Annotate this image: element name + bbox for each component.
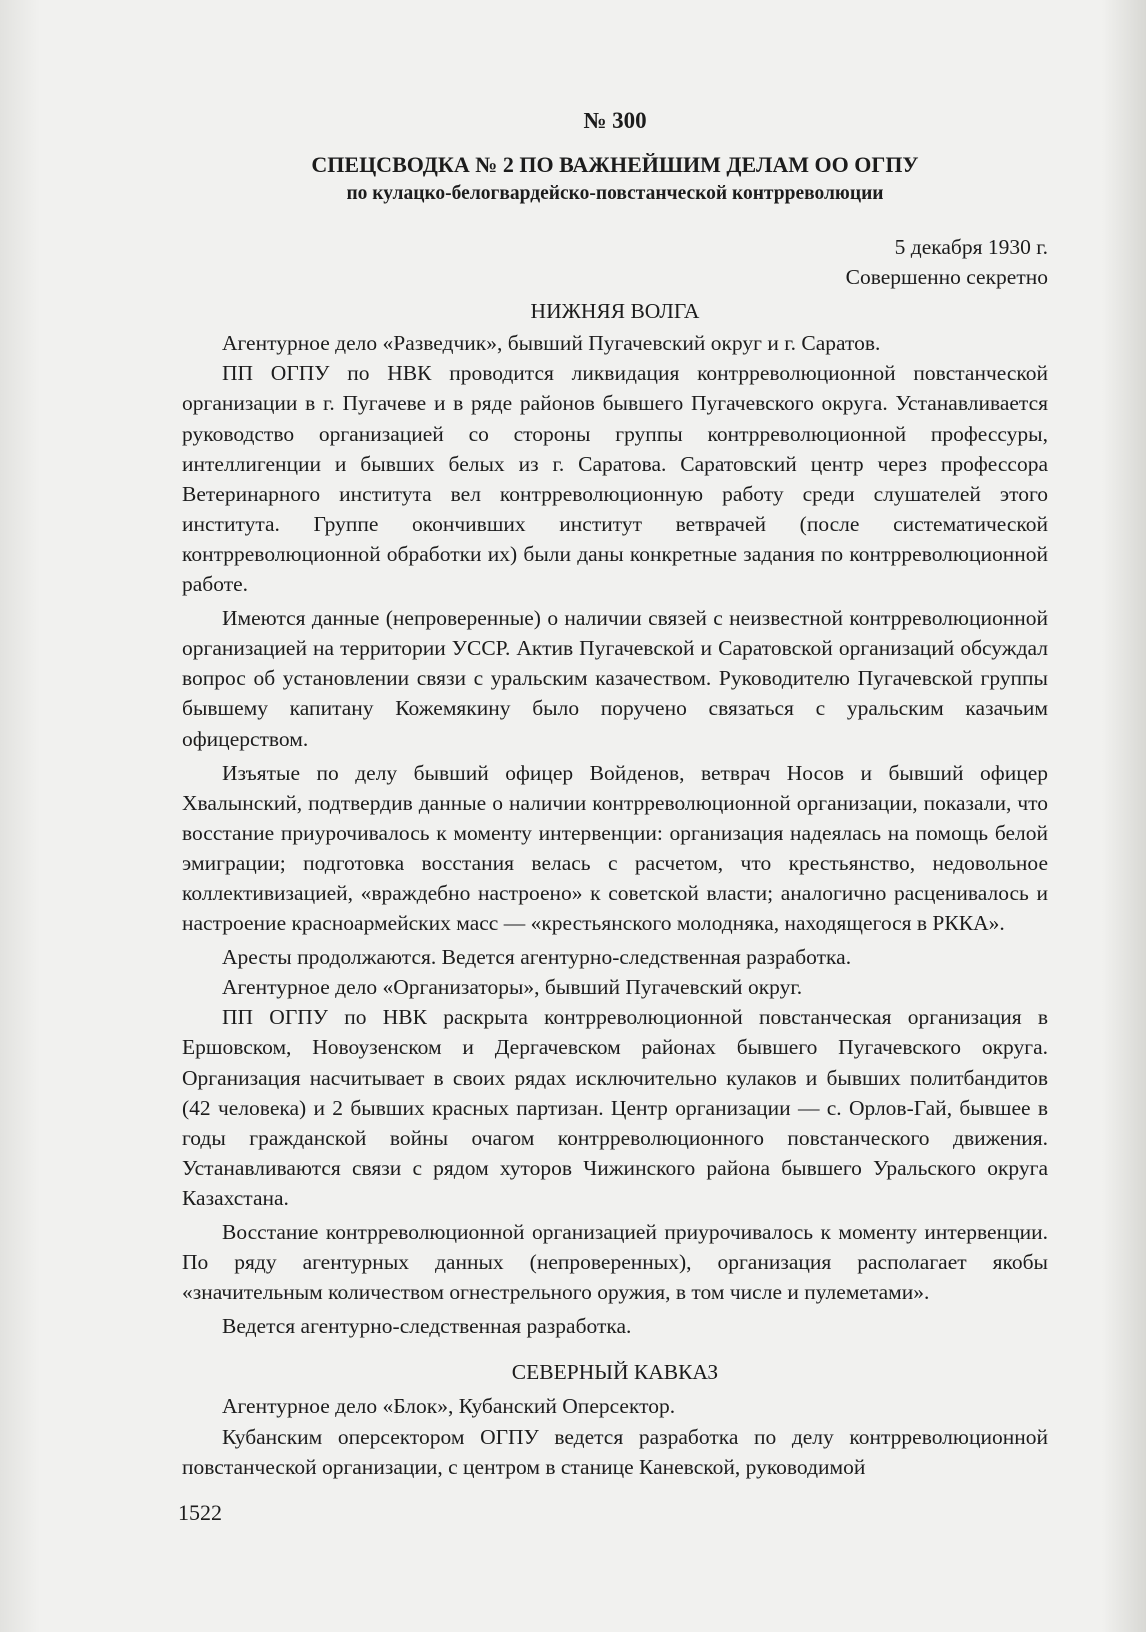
- document-subtitle: по кулацко-белогвардейско-повстанческой контрреволюции: [346, 183, 884, 204]
- paragraph: Восстание контрреволюционной организацией приурочивалось к моменту интервенции. По ряду агентурных данных (непроверенных), организация располагает якобы «значительным количеством огнестрельного оружия, в том числе и пулеметами».: [182, 1220, 1048, 1305]
- section-heading-north-caucasus: СЕВЕРНЫЙ КАВКАЗ: [511, 1360, 719, 1385]
- document-number: № 300: [583, 108, 647, 133]
- paragraph: Изъятые по делу бывший офицер Войденов, ветврач Носов и бывший офицер Хвалынский, подтвердив данные о наличии контрреволюционной организации, показали, что восстание приурочивалось к моменту интервенции: организация надеялась на помощь белой эмиграции; подготовка восстания велась с расчетом, что крестьянство, недовольное коллективизацией, «враждебно настроено» к советской власти; аналогично расценивалось и настроение красноармейских масс — «крестьянского молодняка, находящегося в РККА».: [182, 760, 1048, 936]
- paragraph: Кубанским оперсектором ОГПУ ведется разработка по делу контрреволюционной повстанческой организации, с центром в станице Каневской, руководимой: [182, 1424, 1048, 1479]
- paragraph: ПП ОГПУ по НВК раскрыта контрреволюционной повстанческая организация в Ершовском, Новоузенском и Дергачевском районах бывшего Пугачевского округа. Организация насчитывает в своих рядах исключительно кулаков и бывших политбандитов (42 человека) и 2 бывших красных партизан. Центр организации — с. Орлов-Гай, бывшее в годы гражданской войны очагом контрреволюционного повстанческого движения. Устанавливаются связи с рядом хуторов Чижинского района бывшего Уральского округа Казахстана.: [182, 1005, 1048, 1210]
- paragraph: Имеются данные (непроверенные) о наличии связей с неизвестной контрреволюционной организацией на территории УССР. Актив Пугачевской и Саратовской организаций обсуждал вопрос об установлении связи с уральским казачеством. Руководителю Пугачевской группы бывшему капитану Кожемякину было поручено связаться с уральским казачьим офицерством.: [182, 606, 1048, 751]
- paragraph: ПП ОГПУ по НВК проводится ликвидация контрреволюционной повстанческой организации в г. Пугачеве и в ряде районов бывшего Пугачевского округа. Устанавливается руководство организацией со стороны группы контрреволюционной профессуры, интеллигенции и бывших белых из г. Саратова. Саратовский центр через профессора Ветеринарного института вел контрреволюционную работу среди слушателей этого института. Группе окончивших институт ветврачей (после систематической контрреволюционной обработки их) были даны конкретные задания по контрреволюционной работе.: [182, 361, 1048, 597]
- secrecy-classification: Совершенно секретно: [845, 265, 1048, 290]
- document-body: [182, 106, 1048, 1482]
- paragraph: Аресты продолжаются. Ведется агентурно-следственная разработка.: [222, 945, 852, 970]
- paragraph: Агентурное дело «Организаторы», бывший Пугачевский округ.: [222, 975, 803, 1000]
- paragraph: Ведется агентурно-следственная разработка.: [222, 1314, 632, 1339]
- page-number: 1522: [178, 1500, 222, 1525]
- section-heading-lower-volga: НИЖНЯЯ ВОЛГА: [530, 299, 700, 324]
- paragraph: Агентурное дело «Разведчик», бывший Пугачевский округ и г. Саратов.: [222, 331, 881, 356]
- paragraph: Агентурное дело «Блок», Кубанский Оперсектор.: [222, 1394, 676, 1419]
- document-title: СПЕЦСВОДКА № 2 ПО ВАЖНЕЙШИМ ДЕЛАМ ОО ОГПУ: [311, 152, 919, 177]
- document-date: 5 декабря 1930 г.: [894, 235, 1048, 259]
